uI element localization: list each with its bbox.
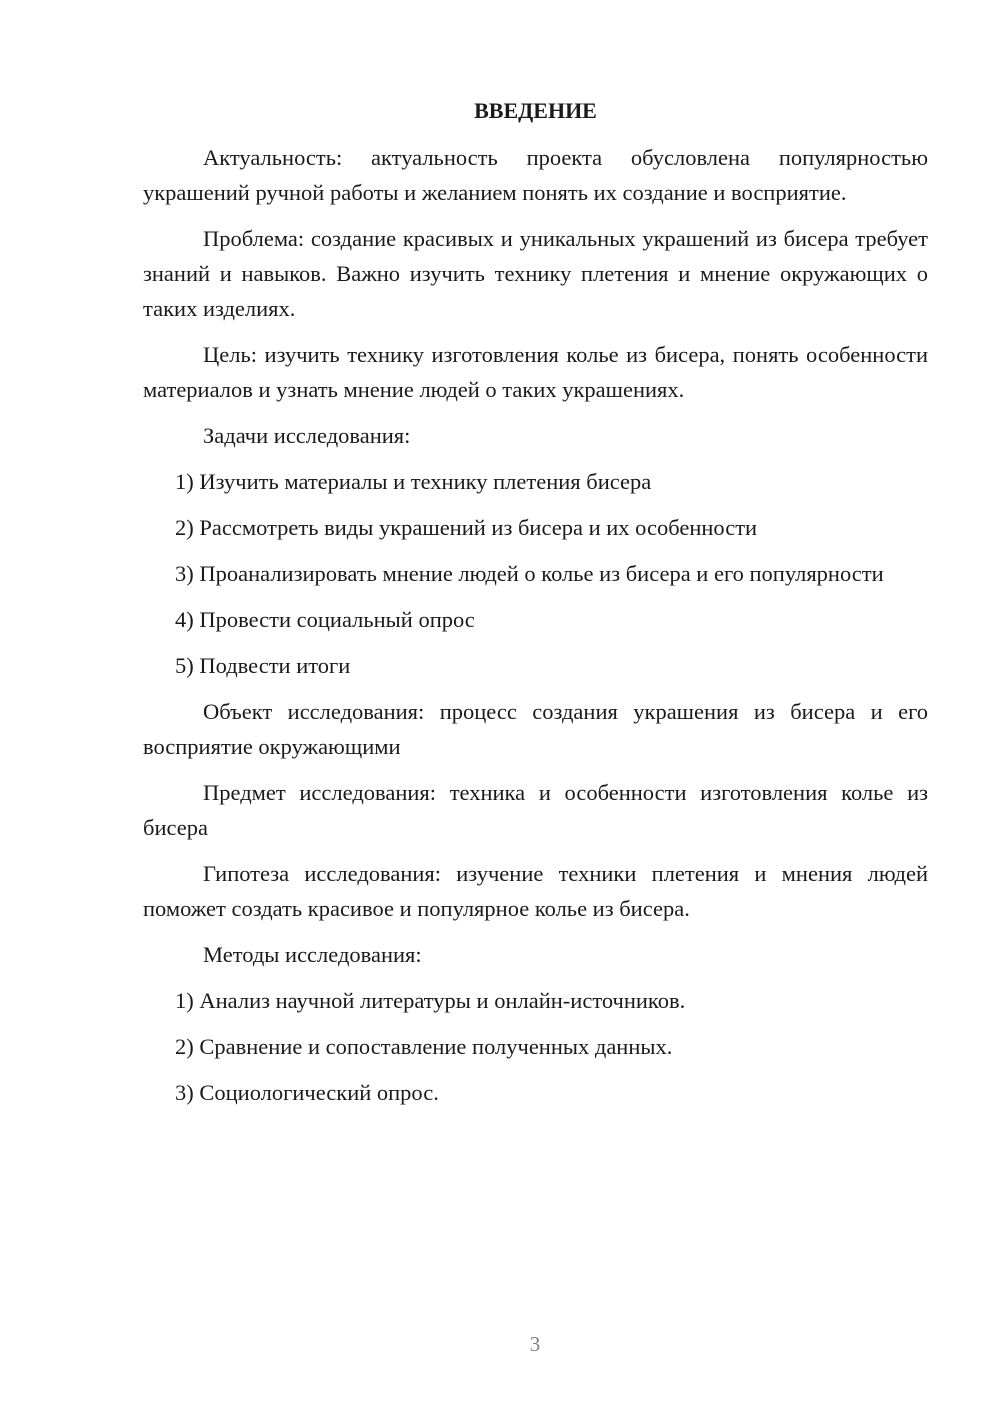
page-number: 3 xyxy=(529,1332,541,1356)
page-content xyxy=(143,93,928,1121)
paragraph-goal: Цель: изучить технику изготовления колье из бисера, понять особенности материалов и узнать мнение людей о таких украшениях. xyxy=(143,342,928,402)
list-item-method-1: 1) Анализ научной литературы и онлайн-источников. xyxy=(175,988,686,1013)
paragraph-problem: Проблема: создание красивых и уникальных украшений из бисера требует знаний и навыков. Важно изучить технику плетения и мнение окружающих о таких изделиях. xyxy=(143,226,928,321)
list-item-method-3: 3) Социологический опрос. xyxy=(175,1080,439,1105)
section-title: ВВЕДЕНИЕ xyxy=(474,98,597,123)
paragraph-relevance: Актуальность: актуальность проекта обусловлена популярностью украшений ручной работы и желанием понять их создание и восприятие. xyxy=(143,145,928,205)
list-item-task-4: 4) Провести социальный опрос xyxy=(175,607,475,632)
list-item-task-3: 3) Проанализировать мнение людей о колье из бисера и его популярности xyxy=(175,561,884,586)
paragraph-subject: Предмет исследования: техника и особенности изготовления колье из бисера xyxy=(143,780,928,840)
list-item-task-5: 5) Подвести итоги xyxy=(175,653,351,678)
paragraph-methods-heading: Методы исследования: xyxy=(203,942,422,967)
list-item-task-1: 1) Изучить материалы и технику плетения бисера xyxy=(175,469,652,494)
list-item-task-2: 2) Рассмотреть виды украшений из бисера и их особенности xyxy=(175,515,758,540)
paragraph-hypothesis: Гипотеза исследования: изучение техники плетения и мнения людей поможет создать красивое и популярное колье из бисера. xyxy=(143,861,928,921)
paragraph-tasks-heading: Задачи исследования: xyxy=(203,423,411,448)
paragraph-object: Объект исследования: процесс создания украшения из бисера и его восприятие окружающими xyxy=(143,699,928,759)
list-item-method-2: 2) Сравнение и сопоставление полученных данных. xyxy=(175,1034,673,1059)
